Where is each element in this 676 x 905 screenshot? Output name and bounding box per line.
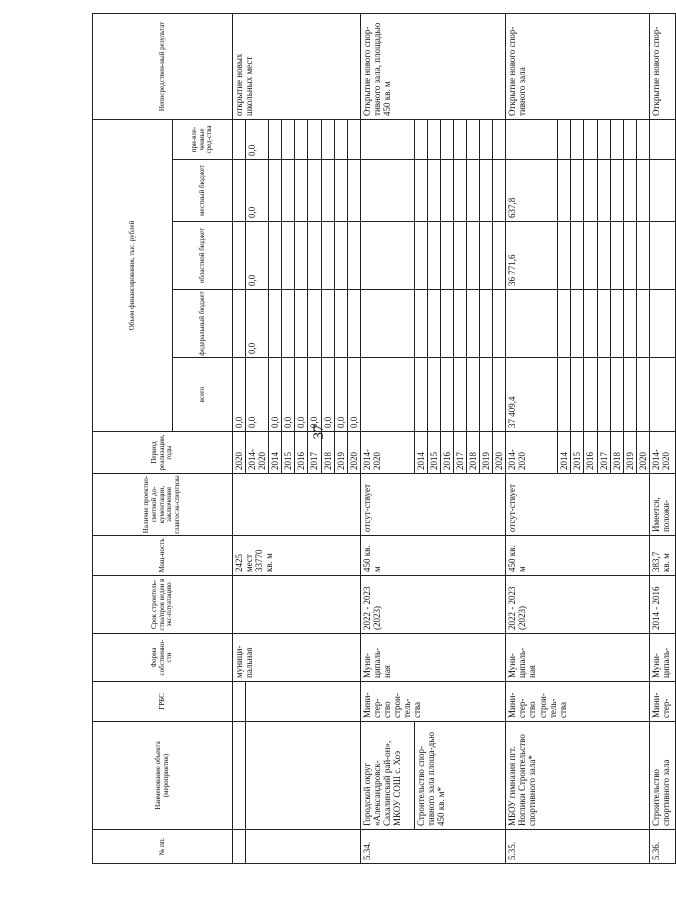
federal-cell: 0,0 (246, 290, 269, 358)
year-cell: 2019 (623, 432, 636, 474)
col-header-local: местный бюджет (173, 160, 233, 222)
year-cell: 2017 (597, 432, 610, 474)
year-cell: 2014 (414, 432, 427, 474)
year-cell: 2015 (282, 432, 295, 474)
page-number: 37 (311, 424, 327, 440)
capacity-cell: 383,7 кв. м (649, 536, 675, 576)
capacity-cell: 450 кв. м (360, 536, 506, 576)
col-header-result: Непосредствен-ный результат (93, 13, 233, 119)
local-cell: 637,8 (506, 160, 558, 222)
capacity-cell: 450 кв. м (506, 536, 650, 576)
year-cell: 2018 (610, 432, 623, 474)
period-cell: 2014-2020 (360, 432, 414, 474)
capacity-cell: 2425 мест 33770 кв. м (233, 536, 361, 576)
term-cell: 2022 - 2023 (2023) (360, 576, 506, 634)
grbs-cell: Мини-стер-ство строи-тель-ства (360, 682, 506, 722)
total-cell: 0,0 (347, 358, 360, 432)
total-cell: 0,0 (295, 358, 308, 432)
period-cell: 2014-2020 (506, 432, 558, 474)
year-cell: 2014 (269, 432, 282, 474)
financing-table (92, 13, 676, 864)
total-cell: 0,0 (246, 358, 269, 432)
grbs-cell: Мини-стер-ство строи-тель-ства (506, 682, 650, 722)
year-cell: 2019 (480, 432, 493, 474)
rotated-table-sheet (92, 14, 671, 864)
col-header-regional: областной бюджет (173, 222, 233, 290)
total-cell: 0,0 (269, 358, 282, 432)
year-cell: 2015 (427, 432, 440, 474)
result-cell: открытие новых школьных мест (233, 13, 361, 119)
year-cell: 2020 (636, 432, 649, 474)
year-cell: 2018 (321, 432, 334, 474)
object-name: МБОУ гимназия пгт. Ноглики Строительство спортивного зала* (506, 722, 650, 830)
year-cell: 2014 (558, 432, 571, 474)
col-header-num: № пп. (93, 830, 233, 864)
object-name: Строительство спортивного зала (649, 722, 675, 830)
col-header-funding: Объем финансирования, тыс. рублей (93, 119, 173, 431)
total-cell: 0,0 (233, 358, 246, 432)
year-cell: 2019 (334, 432, 347, 474)
col-header-period: Период реализации, годы (93, 432, 233, 474)
year-cell: 2015 (571, 432, 584, 474)
year-cell: 2018 (467, 432, 480, 474)
year-cell: 2016 (295, 432, 308, 474)
row-number: 5.36. (649, 830, 675, 864)
total-cell: 0,0 (308, 358, 321, 432)
result-cell: Открытие нового спор- (649, 13, 675, 119)
col-header-total: всего (173, 358, 233, 432)
col-header-other: при-вле-ченные сред-ства (173, 119, 233, 159)
term-cell: 2022 - 2023 (2023) (506, 576, 650, 634)
header-row (93, 13, 173, 863)
table-row (506, 13, 558, 863)
col-header-grbs: ГРБС (93, 682, 233, 722)
ownership-cell: муници-пальная (233, 634, 361, 682)
year-cell: 2020 (493, 432, 506, 474)
ownership-cell: Муни-ципаль-ная (360, 634, 506, 682)
year-cell: 2016 (440, 432, 453, 474)
regional-cell: 0,0 (246, 222, 269, 290)
local-cell: 0,0 (246, 160, 269, 222)
ownership-cell: Муни-ципаль- (649, 634, 675, 682)
object-name: Городской округ «Александровск-Сахалинский рай-он», МКОУ СОШ с. Хоэ (360, 722, 414, 830)
period-cell: 2014-2020 (246, 432, 269, 474)
table-row (233, 13, 246, 863)
row-number: 5.35. (506, 830, 650, 864)
table-row (360, 13, 414, 863)
table-row (414, 13, 427, 863)
col-header-docs: Наличие проектно-сметной до-кументации, заключения главгосэк-спертизы (93, 474, 233, 536)
year-cell: 2017 (454, 432, 467, 474)
ownership-cell: Муни-ципаль-ная (506, 634, 650, 682)
docs-cell: отсут-ствует (506, 474, 650, 536)
docs-cell: Имеется, положи- (649, 474, 675, 536)
result-cell: Открытие нового спор-тивного зала, площадью 450 кв. м (360, 13, 506, 119)
period-cell: 2014-2020 (649, 432, 675, 474)
col-header-federal: федеральный бюджет (173, 290, 233, 358)
other-cell: 0,0 (246, 119, 269, 159)
regional-cell: 36 771,6 (506, 222, 558, 290)
year-cell: 2017 (308, 432, 321, 474)
table-row (246, 13, 269, 863)
term-cell: 2014 - 2016 (649, 576, 675, 634)
period-cell: 2020 (233, 432, 246, 474)
result-cell: Открытие нового спор-тивного зала (506, 13, 650, 119)
total-cell: 0,0 (334, 358, 347, 432)
col-header-capacity: Мощ-ность (93, 536, 233, 576)
year-cell: 2016 (584, 432, 597, 474)
total-cell: 37 409,4 (506, 358, 558, 432)
year-cell: 2020 (347, 432, 360, 474)
row-number: 5.34. (360, 830, 506, 864)
grbs-cell: Мини-стер- (649, 682, 675, 722)
total-cell: 0,0 (321, 358, 334, 432)
col-header-ownership: Форма собственно-сти (93, 634, 233, 682)
object-subname: Строительство спор-тивного зала площа-дью 450 кв. м* (414, 722, 506, 830)
total-cell: 0,0 (282, 358, 295, 432)
table-row (649, 13, 675, 863)
col-header-name: Наименование объекта (мероприятия) (93, 722, 233, 830)
col-header-term: Срок строитель-ства/пров веден в экс-плуатацию (93, 576, 233, 634)
docs-cell: отсут-ствует (360, 474, 506, 536)
